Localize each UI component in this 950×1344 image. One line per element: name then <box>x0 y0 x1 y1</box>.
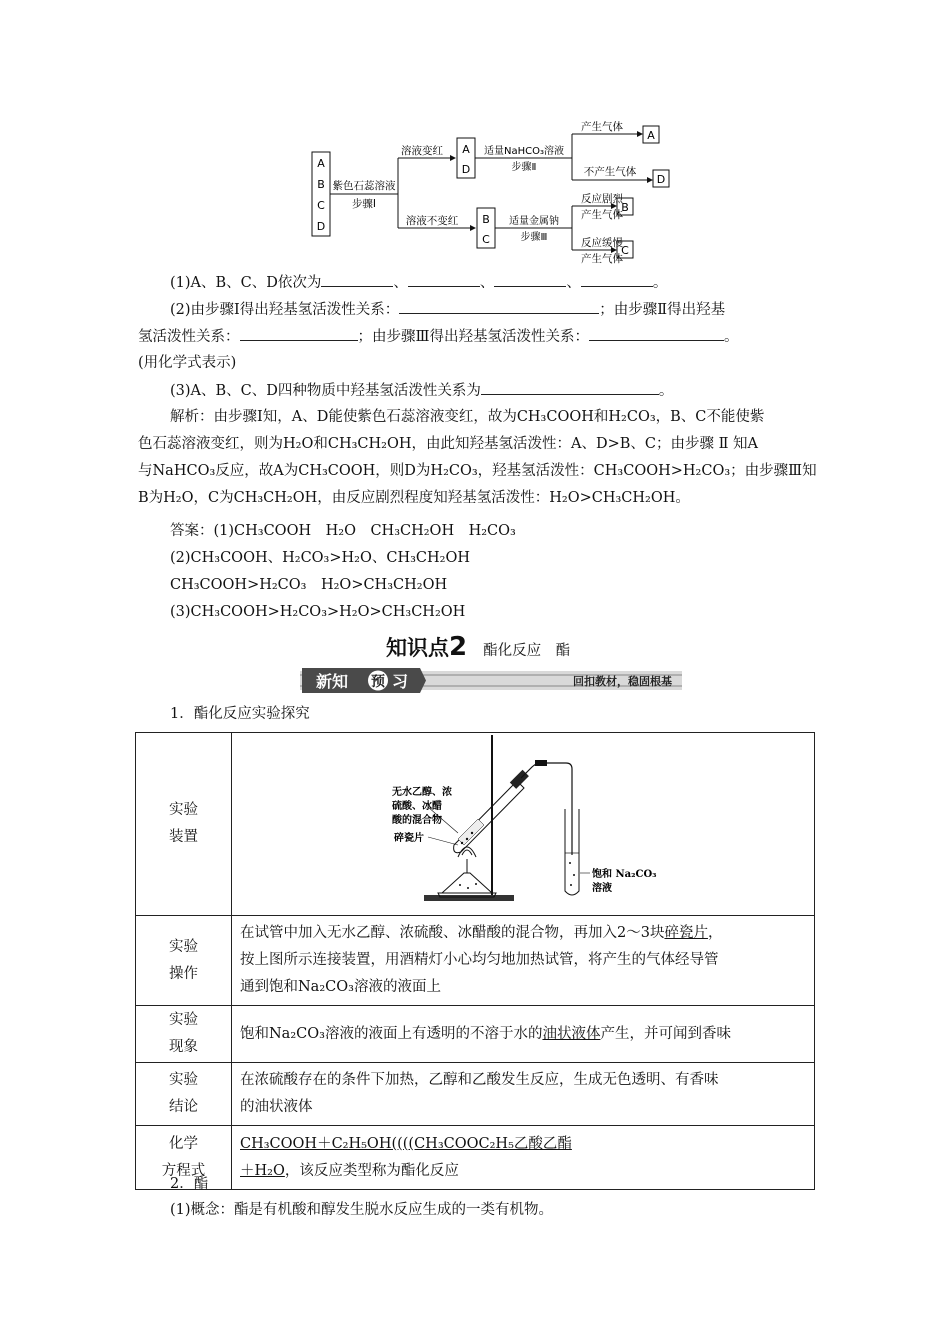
result-d: D <box>656 173 666 186</box>
flowchart <box>300 118 680 268</box>
table-row <box>136 916 815 1006</box>
violent-label: 反应剧烈 <box>581 193 623 205</box>
analysis-line4: B为H₂O，C为CH₃CH₂OH，由反应剧烈程度知羟基氢活泼性：H₂O>CH₃CH₂OH。 <box>138 490 690 506</box>
label-mix-1: 无水乙醇、浓 <box>392 787 452 798</box>
svg-text:习: 习 <box>392 672 409 691</box>
svg-text:D: D <box>461 163 471 176</box>
question-2-line2: 氢活泼性关系： ；由步骤Ⅲ得出羟基氢活泼性关系： 。 <box>138 326 738 347</box>
svg-text:D: D <box>316 220 326 233</box>
group-red-box <box>457 138 475 178</box>
gas-label-b: 产生气体 <box>581 209 623 221</box>
branch-not-red: 溶液不变红 <box>405 215 459 227</box>
svg-text:C: C <box>317 199 325 212</box>
gas-label-c: 产生气体 <box>581 253 623 265</box>
svg-text:回扣教材，稳固根基: 回扣教材，稳固根基 <box>573 675 672 688</box>
label-sat-2: 溶液 <box>592 883 612 894</box>
answer-1: 答案：(1)CH₃COOH H₂O CH₃CH₂OH H₂CO₃ <box>170 523 516 539</box>
result-c: C <box>621 244 629 257</box>
gas-yes: 产生气体 <box>581 121 623 133</box>
delivery-tube <box>521 760 572 855</box>
phenomenon-text: 饱和Na₂CO₃溶液的液面上有透明的不溶于水的油状液体产生，并可闻到香味 <box>232 1006 815 1063</box>
svg-text:A: A <box>462 143 470 156</box>
group-not-red-box <box>477 208 495 248</box>
question-3: (3)A、B、C、D四种物质中羟基氢活泼性关系为 。 <box>170 380 673 401</box>
label-chips: 碎瓷片 <box>394 833 424 844</box>
item-2-title: 2．酯 <box>170 1176 209 1192</box>
result-b: B <box>621 201 629 214</box>
label-mix-2: 硫酸、冰醋 <box>392 801 442 812</box>
table-row <box>136 1006 815 1063</box>
step3-name: 步骤Ⅲ <box>520 232 548 243</box>
equation-text: CH₃COOH＋C₂H₅OH((((CH₃COOC₂H₅乙酸乙酯 ＋H₂O，该反应类型称为酯化反应 <box>232 1126 815 1190</box>
operation-text: 在试管中加入无水乙醇、浓硫酸、冰醋酸的混合物，再加入2～3块碎瓷片， 按上图所示连接装置，用酒精灯小心均匀地加热试管，将产生的气体经导管 通到饱和Na₂CO₃溶液的液面上 <box>232 916 815 1006</box>
step1-reagent: 紫色石蕊溶液 <box>332 180 396 192</box>
question-1: (1)A、B、C、D依次为 、 、 、 。 <box>170 272 667 293</box>
row-head-equation: 化学 方程式 <box>136 1126 232 1190</box>
start-box <box>312 152 330 236</box>
row-head-operation: 实验 操作 <box>136 916 232 1006</box>
svg-text:C: C <box>482 233 490 246</box>
svg-text:B: B <box>482 213 490 226</box>
slow-label: 反应缓慢 <box>581 237 623 249</box>
svg-text:新知: 新知 <box>316 672 349 691</box>
row-head-conclusion: 实验 结论 <box>136 1063 232 1126</box>
analysis-line3: 与NaHCO₃反应，故A为CH₃COOH，则D为H₂CO₃，羟基氢活泼性：CH₃COOH>H₂CO₃；由步骤Ⅲ知 <box>138 463 817 479</box>
table-row <box>136 1063 815 1126</box>
question-2-line1: (2)由步骤Ⅰ得出羟基氢活泼性关系： ；由步骤Ⅱ得出羟基 <box>170 299 725 320</box>
label-mix-3: 酸的混合物 <box>392 815 442 826</box>
step3-reagent: 适量金属钠 <box>509 216 559 227</box>
svg-text:B: B <box>317 178 325 191</box>
table-row <box>136 1126 815 1190</box>
analysis-line2: 色石蕊溶液变红，则为H₂O和CH₃CH₂OH，由此知羟基氢活泼性：A、D>B、C；由步骤 Ⅱ 知A <box>138 436 759 452</box>
step2-reagent: 适量NaHCO₃溶液 <box>484 146 564 157</box>
gas-no: 不产生气体 <box>583 166 637 178</box>
spirit-lamp <box>438 847 496 897</box>
question-2-line3: (用化学式表示) <box>138 355 237 371</box>
conclusion-text: 在浓硫酸存在的条件下加热，乙醇和乙酸发生反应，生成无色透明、有香味 的油状液体 <box>232 1063 815 1126</box>
row-head-apparatus: 实验 装置 <box>136 733 232 916</box>
result-a: A <box>647 129 655 142</box>
step1-name: 步骤Ⅰ <box>351 198 377 210</box>
step2-name: 步骤Ⅱ <box>511 162 537 173</box>
item-2-1: (1)概念：酯是有机酸和醇发生脱水反应生成的一类有机物。 <box>170 1202 554 1218</box>
apparatus-figure <box>232 733 815 916</box>
section-heading: 知识点2 酯化反应 酯 <box>386 632 571 662</box>
svg-text:预: 预 <box>371 674 385 690</box>
branch-red: 溶液变红 <box>401 145 443 157</box>
answer-3: (3)CH₃COOH>H₂CO₃>H₂O>CH₃CH₂OH <box>170 604 466 620</box>
row-head-phenomenon: 实验 现象 <box>136 1006 232 1063</box>
label-sat-1: 饱和 Na₂CO₃ <box>592 869 657 880</box>
experiment-table <box>135 732 815 1190</box>
item-1-title: 1．酯化反应实验探究 <box>170 706 310 722</box>
table-row <box>136 733 815 916</box>
section-banner <box>300 667 682 694</box>
analysis-line1: 解析：由步骤Ⅰ知，A、D能使紫色石蕊溶液变红，故为CH₃COOH和H₂CO₃，B、C不能使紫 <box>170 409 765 425</box>
svg-text:A: A <box>317 157 325 170</box>
answer-2: (2)CH₃COOH、H₂CO₃>H₂O、CH₃CH₂OH <box>170 550 470 566</box>
answer-2b: CH₃COOH>H₂CO₃ H₂O>CH₃CH₂OH <box>170 577 448 593</box>
